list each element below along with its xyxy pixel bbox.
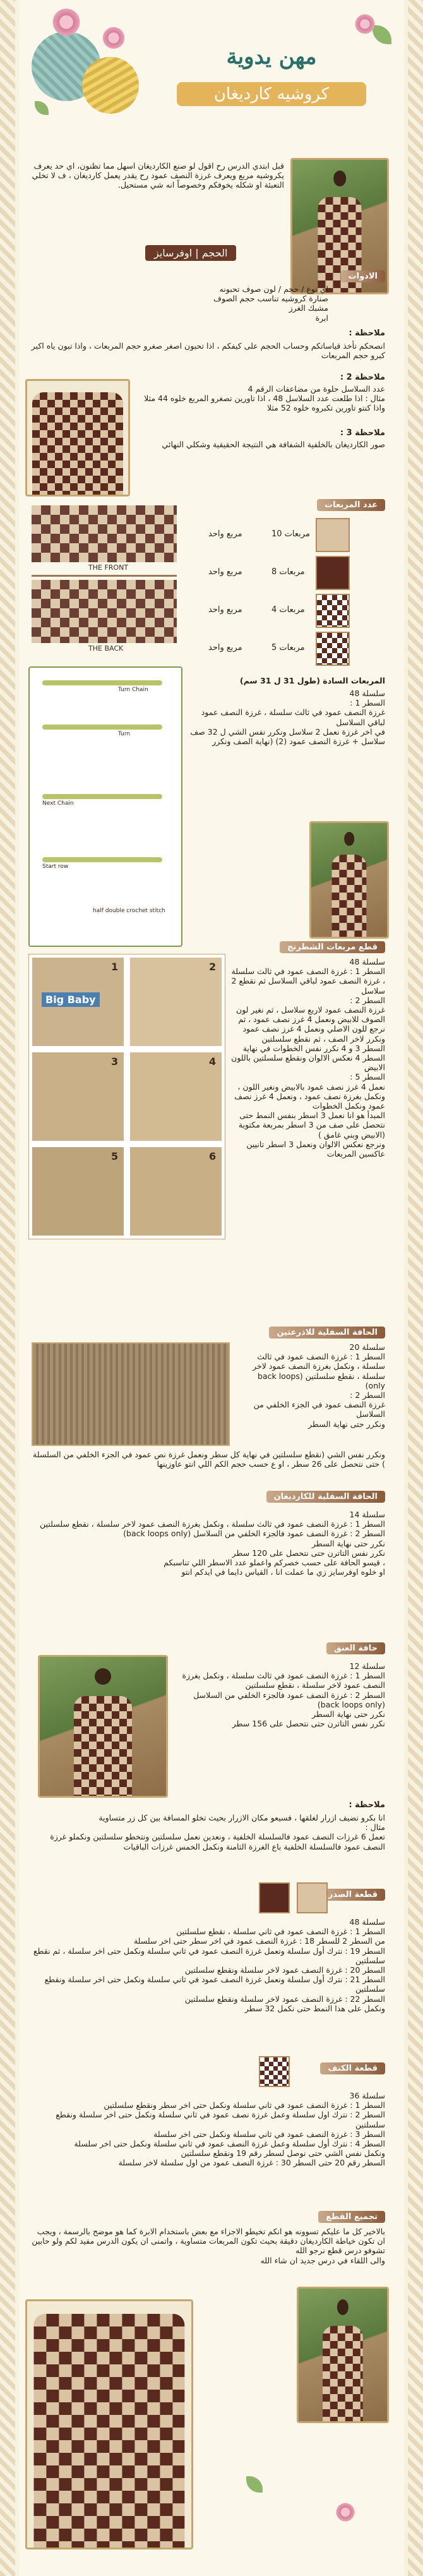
square-swatch-chess-b (316, 632, 350, 666)
cardigan-flat-photo (25, 379, 130, 497)
size-tag: الحجم | اوفرسايز (145, 245, 236, 261)
bottom-band-title: الحافة السفلية للكارديغان (266, 1491, 385, 1503)
assembly-title: تجميع القطع (318, 2211, 385, 2223)
main-square-title: المربعات السادة (طول 31 ل 31 سم) (239, 676, 385, 685)
square-count-2-alt: مربع واحد (208, 567, 242, 577)
sleeve-cuff-title: الحافة السفلية للاذرعتين (269, 1327, 385, 1339)
note1-text: انصحكم تأخذ قياساتكم وحساب الحجم على كيفكم ، اذا تحبون اصغر صغرو حجم المربعات ، واذا تبون ياه اكبر كبرو حجم المربعات (28, 341, 385, 361)
page-subtitle: كروشيه كارديغان (177, 82, 366, 106)
right-border-pattern (408, 0, 423, 2576)
swatch-grid (28, 954, 225, 1239)
front-label: THE FRONT (88, 563, 129, 572)
pocket-title: قطعة الصدر (321, 1889, 385, 1901)
swatch-number-3: 3 (111, 1056, 119, 1068)
cuff-photo (32, 1342, 230, 1446)
yarn-brand-label: Big Baby (42, 992, 100, 1007)
swatch-number-4: 4 (209, 1056, 217, 1068)
left-border-pattern (0, 0, 15, 2576)
diagram-label-1: Turn Chain (118, 687, 148, 693)
square-count-2: مربعات 8 (271, 567, 305, 577)
pocket-swatch-tan (297, 1882, 328, 1913)
square-count-3: مربعات 4 (271, 605, 305, 615)
squares-count-title: عدد المربعات (317, 499, 385, 511)
square-swatch-brown (316, 556, 350, 590)
square-count-4: مربعات 5 (271, 643, 305, 653)
square-swatch-tan (316, 518, 350, 552)
note2-text: عدد السلاسل حلوة من مضاعفات الرقم 4 مثال : اذا طلعت عدد السلاسل 48 ، اذا تاورين تصغرو المربع خلوه 44 مثلا واذا كنتو تاورين تكبروه خلوه 52 مثلا (144, 384, 385, 413)
diagram-label-5: half double crochet stitch (93, 908, 165, 914)
pattern-square-title: قطع مربعات الشطرنج (280, 941, 385, 953)
pocket-swatch-brown (259, 1882, 290, 1913)
pocket-text: سلسلة 48 السطر 1 : غرزة النصف عمود في ثاني سلسلة ، نقطع سلسلتين من السطر 2 للسطر 18 : غرزة النصف عمود في اخر سطر حتى اخر سلسلة السطر 19 : نترك أول سلسلة وتعمل غرزة النصف عمود في ثاني سلسلة ونكمل حتى اخر سلسلة ، ثم نقطع سلسلتين السطر 20 : غرزة النصف عمود لاخر سلسلة ونقطع سلسلتين السطر 21 : نترك أول سلسلة ونعمل غرزة النصف عمود في ثاني سلسلة ونكمل حتى اخر سلسلة ونقطع سلسلتين السطر 22 : غرزة النصف عمود لاخر سلسلة ونقطع سلسلتين ونكمل على هذا النمط حتى نكمل 32 سطر (33, 1917, 385, 2013)
bottom-band-text: سلسلة 14 السطر 1 : غرزة النصف عمود في ثالث سلسلة ، ونكمل بغرزة النصف عمود لاخر سلسلة ، نقطع سلسلتين السطر 2 : غرزة النصف عمود فالجزء الخلفي من السلاسل (back loops only) نكرر حتى نهاية السطر نكرر نفس التاترن حتى نتحصل على 120 سطر ، قيسو الحافة على حسب خصركم واعملو عدد الاسطر اللي تناسبكم او خلوه اوفرسايز زي ما عملت انا ، القياس دايما في ايدكم انتو (40, 1510, 385, 1577)
note3-title: ملاحظة 3 : (340, 428, 385, 438)
leaf-icon-bottom (246, 2476, 263, 2493)
flower-icon (354, 13, 376, 35)
square-count-4-alt: مربع واحد (208, 643, 242, 653)
square-count-1-alt: مربع واحد (208, 529, 242, 539)
collar-notes: انا بكرو نضيف ازرار لغلقها ، فسيعو مكان الازرار بحيث تخلو المسافة بين كل زر متساوية مثال : تعمل 6 غرزات النصف عمود فالسلسلة الخلفية ، ونعدين نعمل سلسلتين ونتخطو سلسلتين ونكملو غرزة النصف عمود فالسلسلة الخلفية باع الغرزة الثامنة ونكمل الخمس غرزات الباقيات (50, 1813, 385, 1851)
stitch-diagram (28, 666, 182, 947)
main-square-text: سلسلة 48 السطر 1 : غرزة النصف عمود في ثالث سلسلة ، غرزة النصف عمود لباقي السلاسل في اخر غرزة نعمل 2 سلاسل ونكرر نفس الشي ل 32 صف سلاسل + غرزة النصف عمود (2) (نهاية الصف ونكرر (190, 689, 385, 747)
diagram-label-2: Turn (118, 731, 131, 737)
swatch-number-2: 2 (209, 961, 217, 973)
tools-list: اي نوع / حجم / لون صوف تحبونه صنارة كروشيه تناسب حجم الصوف مشبك الغرز ابرة (213, 284, 328, 323)
final-flat-photo (25, 2299, 193, 2549)
tools-title: الادوات (341, 270, 385, 282)
back-diagram (32, 580, 177, 643)
note2-title: ملاحظة 2 : (340, 373, 385, 382)
note1-title: ملاحظة : (349, 328, 385, 338)
divider (32, 575, 177, 577)
front-diagram (32, 505, 177, 562)
assembly-text: بالاخير كل ما عليكم تسوونه هو انكم تخيطو الاجزاء مع بعض باستخدام الابرة كما هو موضح بالرسمة ، ويجب ان تكون خياطة الكارديغان دقيقة بحيث تكون المربعات متساوية ، واتمنى ان يكون الدرس مفيد لكم ولو حابين تشوفو درس قطع نرجو الله والى اللقاء في درس جديد ان شاء الله (32, 2227, 385, 2265)
sleeve-cuff-text: سلسلة 20 السطر 1 : غرزة النصف عمود في ثالث سلسلة ، ونكمل بغرزة النصف عمود لاخر سلسلة ، نقطع سلسلتين (back loops only) السطر 2 : غرزة النصف عمود في الجزء الخلفي من السلاسل ونكرر حتى نهاية السطر (253, 1342, 385, 1429)
tutorial-sheet (19, 0, 404, 2576)
diagram-label-4: Start row (42, 864, 69, 870)
collar-note-title: ملاحظة : (349, 1800, 385, 1810)
yarn-illustration (25, 6, 145, 126)
note3-text: صور الكارديغان بالخلفية الشفافة هي النتيجة الحقيقية وشكلي النهائي (162, 440, 385, 449)
square-swatch-chess-a (316, 594, 350, 628)
collar-title: حافة العنق (326, 1642, 385, 1654)
swatch-number-5: 5 (111, 1150, 119, 1162)
shoulder-swatch (259, 2056, 290, 2087)
square-count-3-alt: مربع واحد (208, 605, 242, 615)
diagram-label-3: Next Chain (42, 800, 74, 807)
shoulder-title: قطعة الكتف (320, 2062, 385, 2074)
sleeve-cuff-foot: ونكرر نفس الشي (نقطع سلسلتين في نهاية كل سطر ونعمل غرزة نص عمود في الجزء الخلفي من السلسلة ) حتى نتحصل على 26 سطر ، او ع حسب حجم الكم اللي انتو عاوزينها (30, 1450, 385, 1469)
page-title: مهن يدوية (226, 44, 317, 69)
swatch-number-6: 6 (209, 1150, 217, 1162)
intro-text: قبل ابتدي الدرس رح اقول لو صنع الكارديغان اسهل مما تظنون، اي حد يعرف يكروشيه مربع ويعرف غرزة النصف عمود رح يقدر يعمل كارديغان ، ف لا تخلي التعبئة او شكله يخوفكم وخصوصاً انه شي مستحيل. (29, 161, 284, 190)
model-photo-1 (309, 821, 389, 939)
back-label: THE BACK (88, 644, 124, 653)
square-count-1: مربعات 10 (271, 529, 310, 539)
shoulder-text: سلسلة 36 السطر 1 : غرزة النصف عمود في ثاني سلسلة ونكمل حتى اخر سطر ونقطع سلسلتين السطر 2 : نترك اول سلسلة وعمل غرزة نصف عمود في ثاني سلسلة ونكمل حتى اخر سلسلة ونقطع سلسلتين السطر 3 : غرزة النصف عمود في ثاني سلسلة ونكمل حتى اخر سلسلة السطر 4 : نترك أول سلسلة وعمل غرزة النصف عمود في ثاني سلسلة ونكمل حتى اخر سلسلة ونكمل نفس الشي حتى نوصل لسطر رقم 19 ونقطع سلسلتين السطر رقم 20 حتى السطر 30 : غرزة النصف عمود من اول سلسلة لاخر سلسلة (56, 2091, 385, 2168)
collar-text: سلسلة 12 السطر 1 : غرزة النصف عمود في ثالث سلسلة ، ونكمل بغرزة النصف عمود لاخر سلسلة ، نقطع سلسلتين السطر 2 : غرزة النصف عمود فالجزء الخلفي من السلاسل (back loops only) نكرر حتى نهاية السطر نكرر نفس التاترن حتى نتحصل على 156 سطر (182, 1661, 385, 1729)
model-photo-2 (38, 1655, 168, 1798)
flower-icon-bottom (335, 2501, 356, 2523)
swatch-number-1: 1 (111, 961, 119, 973)
pattern-square-text: سلسلة 48 السطر 1 : غرزة النصف عمود في ثالث سلسلة ، غرزة النصف عمود لباقي السلاسل ثم نقطع 2 سلاسل السطر 2 : غرزة النصف عمود لاربع سلاسل ، ثم نغير لون الصوف للابيض ونعمل 4 غرز نصف عمود ، ثم نرجع للون الاصلي ونعمل 4 غرز نصف عمود ونكرر لاخر الصف ، ثم نقطع سلسلتين السطر 3 و 4 نكرر نفس الخطوات في نهاية السطر 4 نعكس الالوان ونقطع سلسلتين باللون الابيض السطر 5 : نعمل 4 غرز نصف عمود بالابيض ونغير اللون ، ونكمل بغرزة نصف عمود ، ونعمل 4 غرز نصف عمود ونكمل الخطوات المبدأ هو انا نعمل 3 اسطر بنفس النمط حتى نتحصل على صف من 3 اسطر بمربعة مكتوبة (الابيض وبني غامق ) ونرجع نعكس الالوان ونعمل 3 اسطر تانيين عاكسين المربعات (231, 957, 385, 1159)
model-photo-3 (297, 2287, 389, 2423)
